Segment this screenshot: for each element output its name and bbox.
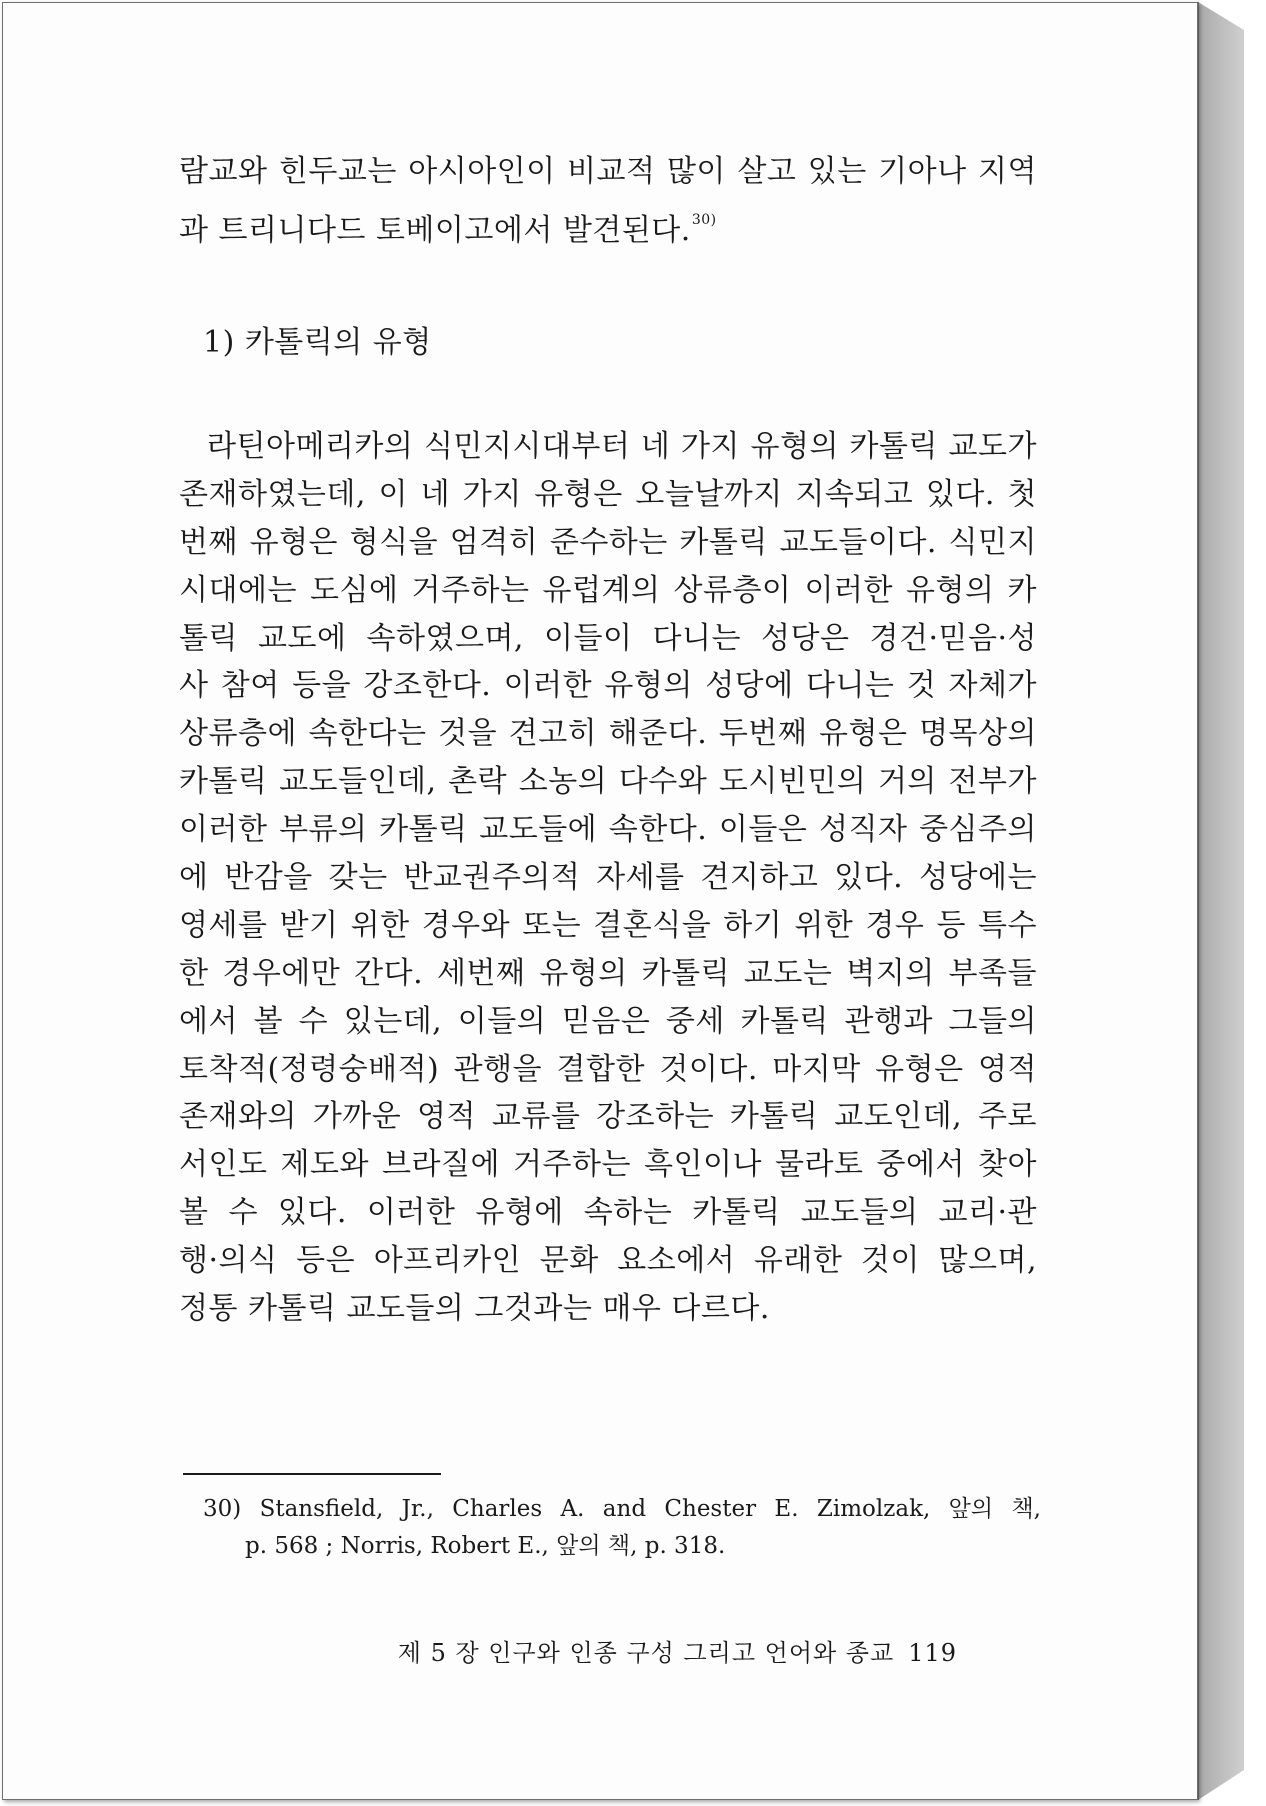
text-line: 정통 카톨릭 교도들의 그것과는 매우 다르다. [179, 1291, 770, 1327]
book [2, 2, 1242, 1802]
chapter-title: 제 5 장 인구와 인종 구성 그리고 언어와 종교 [397, 1639, 895, 1667]
text-line: 볼 수 있다. 이러한 유형에 속하는 카톨릭 교도들의 교리·관 [179, 1195, 1037, 1231]
footnote-divider [183, 1473, 441, 1475]
paragraph-main [179, 423, 1037, 1333]
footnote [203, 1491, 1041, 1565]
text-line: 행·의식 등은 아프리카인 문화 요소에서 유래한 것이 많으며, [179, 1243, 1037, 1279]
text-line: 한 경우에만 간다. 세번째 유형의 카톨릭 교도는 벽지의 부족들 [179, 955, 1037, 991]
text-line: 사 참여 등을 강조한다. 이러한 유형의 성당에 다니는 것 자체가 [179, 668, 1037, 704]
text-line: 번째 유형은 형식을 엄격히 준수하는 카톨릭 교도들이다. 식민지 [179, 524, 1037, 560]
page-stack-edge [1198, 2, 1244, 1800]
text-line: 이러한 부류의 카톨릭 교도들에 속한다. 이들은 성직자 중심주의 [179, 812, 1037, 848]
text-line: 카톨릭 교도들인데, 촌락 소농의 다수와 도시빈민의 거의 전부가 [179, 764, 1037, 800]
text-line: 람교와 힌두교는 아시아인이 비교적 많이 살고 있는 기아나 지역 [179, 154, 1037, 189]
section-heading: 1) 카톨릭의 유형 [203, 325, 432, 360]
text-line: 상류층에 속한다는 것을 견고히 해준다. 두번째 유형은 명목상의 [179, 716, 1037, 752]
footnote-ref: 30) [691, 212, 717, 228]
text-line: 톨릭 교도에 속하였으며, 이들이 다니는 성당은 경건·믿음·성 [179, 620, 1037, 656]
text-line: 시대에는 도심에 거주하는 유럽계의 상류층이 이러한 유형의 카 [179, 572, 1037, 608]
footnote-line: p. 568 ; Norris, Robert E., 앞의 책, p. 318. [245, 1533, 726, 1559]
text-line: 라틴아메리카의 식민지시대부터 네 가지 유형의 카톨릭 교도가 [207, 429, 1037, 464]
book-page [2, 2, 1198, 1800]
text-line: 에서 볼 수 있는데, 이들의 믿음은 중세 카톨릭 관행과 그들의 [179, 1003, 1037, 1039]
page-edge-divider [1198, 2, 1199, 1800]
running-footer [398, 1635, 957, 1671]
text-line [179, 196, 1037, 248]
text-line: 존재하였는데, 이 네 가지 유형은 오늘날까지 지속되고 있다. 첫 [179, 476, 1037, 512]
page-number: 119 [908, 1639, 957, 1667]
text-line-content: 과 트리니다드 토베이고에서 발견된다. [179, 213, 691, 248]
text-line: 에 반감을 갖는 반교권주의적 자세를 견지하고 있다. 성당에는 [179, 860, 1037, 896]
text-line: 존재와의 가까운 영적 교류를 강조하는 카톨릭 교도인데, 주로 [179, 1099, 1037, 1135]
text-line: 영세를 받기 위한 경우와 또는 결혼식을 하기 위한 경우 등 특수 [179, 907, 1037, 943]
text-line: 서인도 제도와 브라질에 거주하는 흑인이나 물라토 중에서 찾아 [179, 1147, 1037, 1183]
paragraph-top [179, 148, 1037, 248]
footnote-line: 30) Stansfield, Jr., Charles A. and Chester E. Zimolzak, 앞의 책, [203, 1496, 1041, 1522]
text-line: 토착적(정령숭배적) 관행을 결합한 것이다. 마지막 유형은 영적 [179, 1051, 1037, 1087]
